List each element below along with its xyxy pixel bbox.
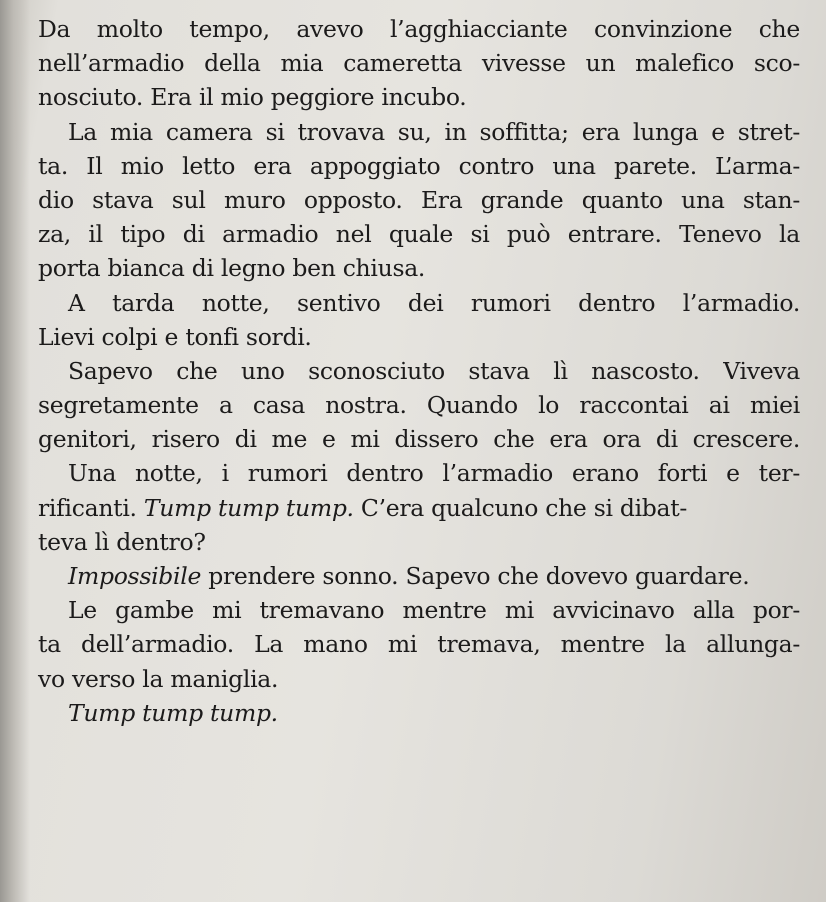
text-line bbox=[38, 696, 800, 730]
text-line: ta. Il mio letto era appoggiato contro una parete. L’arma- bbox=[38, 151, 800, 180]
text-line bbox=[38, 491, 800, 525]
text-line: teva lì dentro? bbox=[38, 527, 206, 556]
text-line: Una notte, i rumori dentro l’armadio erano forti e ter- bbox=[68, 459, 800, 488]
text-line: porta bianca di legno ben chiusa. bbox=[38, 254, 426, 283]
page-gutter-shadow bbox=[0, 0, 30, 902]
text-line: Le gambe mi tremavano mentre mi avvicinavo alla por- bbox=[68, 596, 800, 625]
text-line: Sapevo che uno sconosciuto stava lì nascosto. Viveva bbox=[68, 356, 800, 385]
text-fragment: C’era qualcuno che si dibat- bbox=[360, 493, 688, 522]
text-line: genitori, risero di me e mi dissero che era ora di crescere. bbox=[38, 425, 800, 454]
text-line bbox=[38, 559, 800, 593]
text-line: nosciuto. Era il mio peggiore incubo. bbox=[38, 83, 467, 112]
text-line: za, il tipo di armadio nel quale si può entrare. Tenevo la bbox=[38, 220, 800, 249]
text-line: La mia camera si trovava su, in soffitta; era lunga e stret- bbox=[68, 117, 800, 146]
text-line: Lievi colpi e tonfi sordi. bbox=[38, 322, 312, 351]
text-fragment: rificanti. bbox=[38, 493, 137, 522]
text-line: segretamente a casa nostra. Quando lo raccontai ai miei bbox=[38, 391, 800, 420]
italic-word: Impossibile bbox=[68, 562, 202, 590]
text-line: dio stava sul muro opposto. Era grande quanto una stan- bbox=[38, 185, 800, 214]
text-line: nell’armadio della mia cameretta vivesse un malefico sco- bbox=[38, 49, 800, 78]
text-line: vo verso la maniglia. bbox=[38, 664, 279, 693]
text-line: ta dell’armadio. La mano mi tremava, mentre la allunga- bbox=[38, 630, 800, 659]
onomatopoeia-text: Tump tump tump. bbox=[68, 698, 278, 727]
text-line: A tarda notte, sentivo dei rumori dentro l’armadio. bbox=[68, 288, 800, 317]
text-fragment: prendere sonno. Sapevo che dovevo guardare. bbox=[208, 562, 750, 590]
onomatopoeia-text: Tump tump tump. bbox=[143, 493, 354, 522]
body-text bbox=[38, 12, 800, 730]
text-line: Da molto tempo, avevo l’agghiacciante convinzione che bbox=[38, 15, 800, 43]
